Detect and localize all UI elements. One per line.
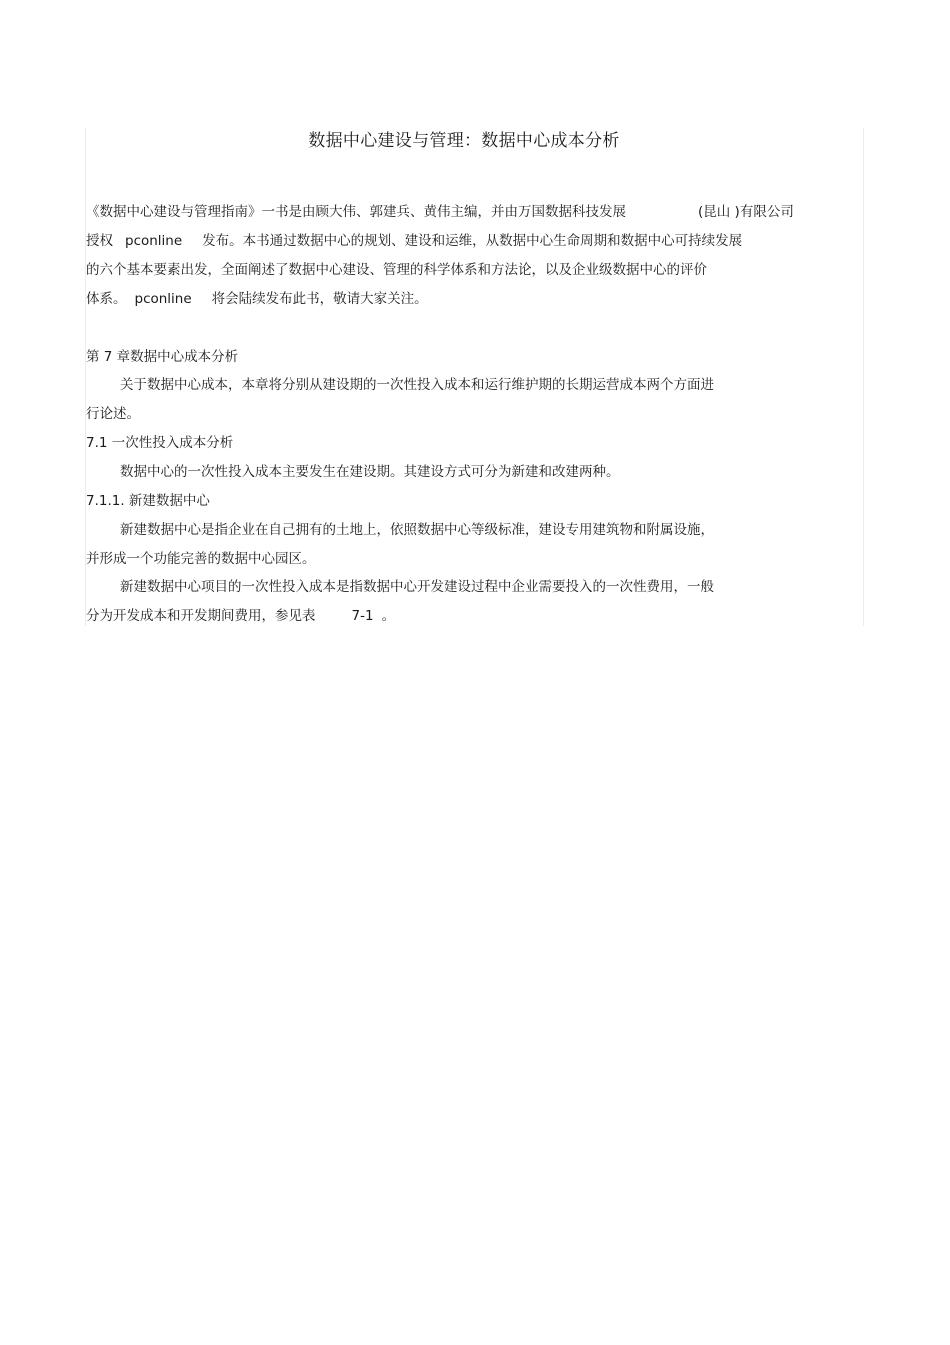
intro-text: (昆山 )有限公司 xyxy=(698,204,794,220)
section-7-1-heading: 7.1 一次性投入成本分析 xyxy=(86,435,234,451)
intro-text: 《数据中心建设与管理指南》一书是由顾大伟、郭建兵、黄伟主编，并由万国数据科技发展 xyxy=(86,204,626,220)
document-title: 数据中心建设与管理：数据中心成本分析 xyxy=(308,131,620,151)
section-7-1-1-paragraph-1-line-2: 并形成一个功能完善的数据中心园区。 xyxy=(86,551,316,567)
intro-text: 将会陆续发布此书，敬请大家关注。 xyxy=(211,291,428,307)
table-reference: 7-1 xyxy=(351,608,374,624)
section-7-1-1-paragraph-1-line-1: 新建数据中心是指企业在自己拥有的土地上，依照数据中心等级标准，建设专用建筑物和附属设施， xyxy=(120,522,714,538)
intro-line-1 xyxy=(86,203,794,221)
intro-line-2 xyxy=(86,232,742,250)
intro-line-3: 的六个基本要素出发，全面阐述了数据中心建设、管理的科学体系和方法论，以及企业级数据中心的评价 xyxy=(86,262,707,278)
paragraph-text: 分为开发成本和开发期间费用，参见表 xyxy=(86,608,316,624)
section-7-1-1-paragraph-2-line-1: 新建数据中心项目的一次性投入成本是指数据中心开发建设过程中企业需要投入的一次性费用，一般 xyxy=(120,579,714,595)
intro-text: 体系。 xyxy=(86,291,127,307)
intro-line-4 xyxy=(86,290,428,308)
chapter-paragraph-line-1: 关于数据中心成本，本章将分别从建设期的一次性投入成本和运行维护期的长期运营成本两个方面进 xyxy=(120,377,714,393)
paragraph-text: 。 xyxy=(381,608,396,624)
chapter-paragraph-line-2: 行论述。 xyxy=(86,406,140,422)
section-7-1-1-paragraph-2-line-2 xyxy=(86,607,395,625)
intro-text: pconline xyxy=(134,291,192,307)
chapter-heading: 第 7 章数据中心成本分析 xyxy=(86,349,239,365)
section-7-1-paragraph: 数据中心的一次性投入成本主要发生在建设期。其建设方式可分为新建和改建两种。 xyxy=(120,464,620,480)
intro-text: pconline xyxy=(125,233,183,249)
intro-text: 发布。本书通过数据中心的规划、建设和运维，从数据中心生命周期和数据中心可持续发展 xyxy=(202,233,743,249)
section-7-1-1-heading: 7.1.1. 新建数据中心 xyxy=(86,493,210,509)
intro-text: 授权 xyxy=(86,233,113,249)
